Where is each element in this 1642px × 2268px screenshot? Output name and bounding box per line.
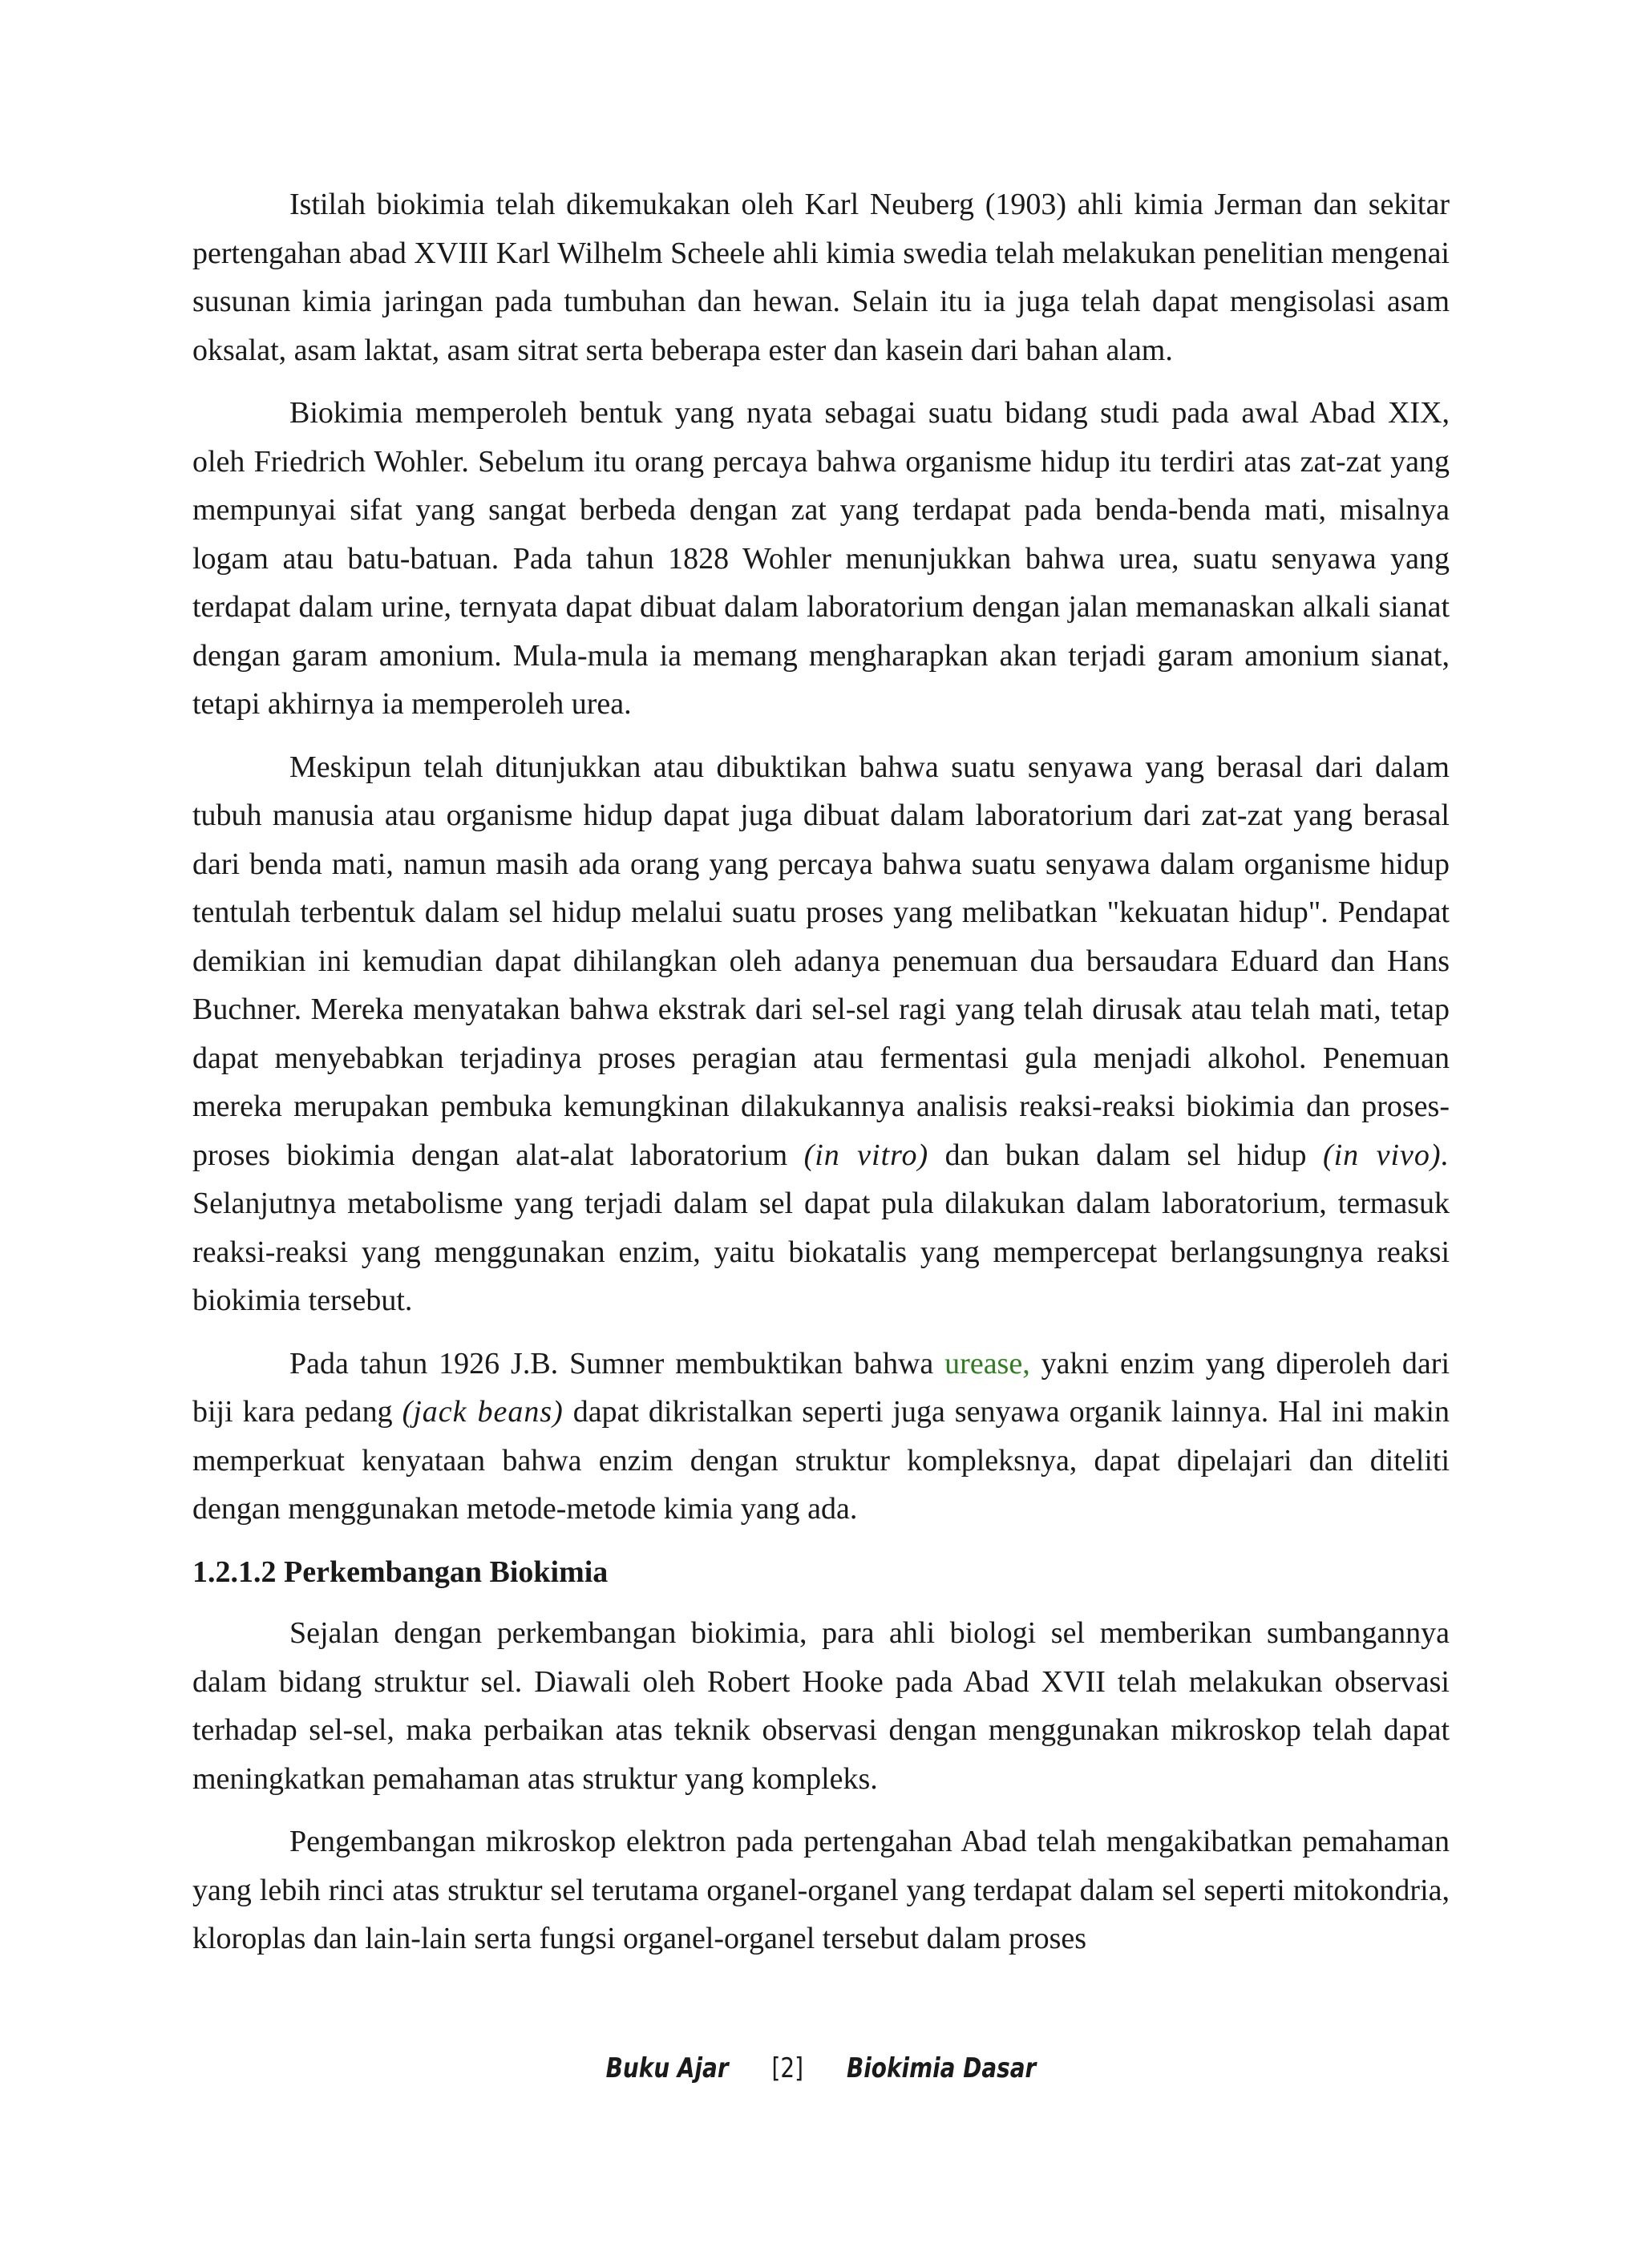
italic-term: (jack beans) bbox=[402, 1395, 564, 1429]
paragraph-text: dapat dikristalkan seperti juga senyawa organik lainnya. Hal ini makin memperkuat kenyataan bahwa enzim dengan struktur kompleksnya, dapat dipelajari dan diteliti dengan menggunakan metode-metode kimia yang ada. bbox=[192, 1395, 1450, 1526]
paragraph-text: Pada tahun 1926 J.B. Sumner membuktikan bahwa bbox=[289, 1346, 945, 1381]
body-paragraph bbox=[192, 1817, 1450, 1963]
paragraphs-before-section bbox=[192, 180, 1450, 1534]
footer-page-number: [2] bbox=[771, 2052, 804, 2084]
paragraph-text: dan bukan dalam sel hidup bbox=[928, 1138, 1323, 1172]
page-content bbox=[192, 180, 1450, 1978]
highlighted-term: urease, bbox=[944, 1346, 1030, 1381]
body-paragraph bbox=[192, 389, 1450, 729]
paragraph-text: Selanjutnya metabolisme yang terjadi dalam sel dapat pula dilakukan dalam laboratorium, termasuk reaksi-reaksi yang menggunakan enzim, yaitu biokatalis yang mempercepat berlangsungnya reaksi biokimia tersebut. bbox=[192, 1187, 1450, 1317]
paragraph-text: yakni enzim yang diperoleh dari biji kara pedang bbox=[192, 1346, 1450, 1429]
paragraph-text: Istilah biokimia telah dikemukakan oleh Karl Neuberg (1903) ahli kimia Jerman dan sekitar pertengahan abad XVIII Karl Wilhelm Scheele ahli kimia swedia telah melakukan penelitian mengenai susunan kimia jaringan pada tumbuhan dan hewan. Selain itu ia juga telah dapat mengisolasi asam oksalat, asam laktat, asam sitrat serta beberapa ester dan kasein dari bahan alam. bbox=[192, 188, 1450, 367]
paragraph-text: Pengembangan mikroskop elektron pada pertengahan Abad telah mengakibatkan pemahaman yang lebih rinci atas struktur sel terutama organel-organel yang terdapat dalam sel seperti mitokondria, kloroplas dan lain-lain serta fungsi organel-organel tersebut dalam proses bbox=[192, 1825, 1450, 1955]
paragraph-text: Meskipun telah ditunjukkan atau dibuktikan bahwa suatu senyawa yang berasal dari dalam tubuh manusia atau organisme hidup dapat juga dibuat dalam laboratorium dari zat-zat yang berasal dari benda mati, namun masih ada orang yang percaya bahwa suatu senyawa dalam organisme hidup tentulah terbentuk dalam sel hidup melalui suatu proses yang melibatkan "kekuatan hidup". Pendapat demikian ini kemudian dapat dihilangkan oleh adanya penemuan dua bersaudara Eduard dan Hans Buchner. Mereka menyatakan bahwa ekstrak dari sel-sel ragi yang telah dirusak atau telah mati, tetap dapat menyebabkan terjadinya proses peragian atau fermentasi gula menjadi alkohol. Penemuan mereka merupakan pembuka kemungkinan dilakukannya analisis reaksi-reaksi biokimia dan proses-proses biokimia dengan alat-alat laboratorium bbox=[192, 750, 1450, 1172]
footer-book-type: Buku Ajar bbox=[605, 2052, 729, 2084]
body-paragraph bbox=[192, 1609, 1450, 1803]
italic-term: (in vivo). bbox=[1322, 1138, 1450, 1172]
paragraphs-after-section bbox=[192, 1609, 1450, 1963]
body-paragraph bbox=[192, 180, 1450, 374]
section-heading: 1.2.1.2 Perkembangan Biokimia bbox=[192, 1554, 609, 1589]
body-paragraph bbox=[192, 743, 1450, 1325]
page-footer bbox=[148, 2052, 1494, 2084]
footer-book-title: Biokimia Dasar bbox=[847, 2052, 1037, 2084]
paragraph-text: Biokimia memperoleh bentuk yang nyata sebagai suatu bidang studi pada awal Abad XIX, oleh Friedrich Wohler. Sebelum itu orang percaya bahwa organisme hidup itu terdiri atas zat-zat yang mempunyai sifat yang sangat berbeda dengan zat yang terdapat pada benda-benda mati, misalnya logam atau batu-batuan. Pada tahun 1828 Wohler menunjukkan bahwa urea, suatu senyawa yang terdapat dalam urine, ternyata dapat dibuat dalam laboratorium dengan jalan memanaskan alkali sianat dengan garam amonium. Mula-mula ia memang mengharapkan akan terjadi garam amonium sianat, tetapi akhirnya ia memperoleh urea. bbox=[192, 396, 1450, 721]
italic-term: (in vitro) bbox=[803, 1138, 929, 1172]
body-paragraph bbox=[192, 1340, 1450, 1534]
paragraph-text: Sejalan dengan perkembangan biokimia, para ahli biologi sel memberikan sumbangannya dalam bidang struktur sel. Diawali oleh Robert Hooke pada Abad XVII telah melakukan observasi terhadap sel-sel, maka perbaikan atas teknik observasi dengan menggunakan mikroskop telah dapat meningkatkan pemahaman atas struktur yang kompleks. bbox=[192, 1616, 1450, 1796]
